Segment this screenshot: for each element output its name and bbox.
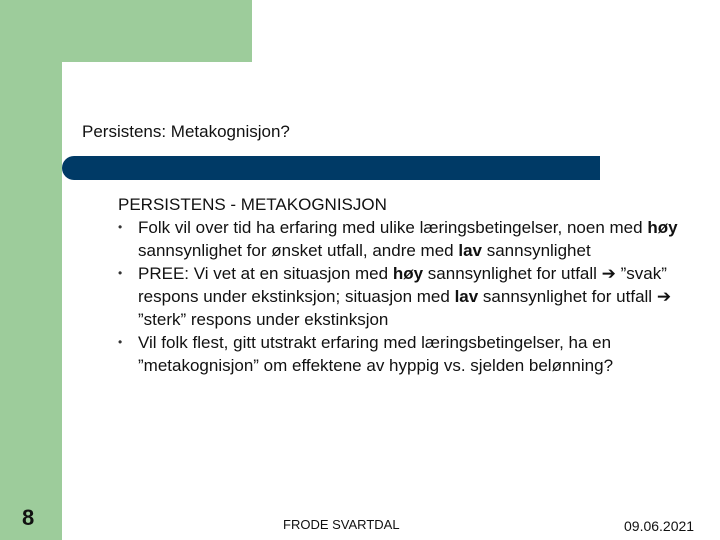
bullet-marker: •: [118, 220, 123, 234]
text-run: sannsynlighet for utfall: [423, 264, 602, 283]
emphasis: høy: [392, 264, 424, 283]
footer-author: FRODE SVARTDAL: [283, 517, 400, 532]
bullet-marker: •: [118, 266, 123, 280]
title-divider-bar: [62, 156, 600, 180]
text-run: sannsynlighet: [481, 241, 591, 260]
text-run: ”sterk” respons under ekstinksjon: [138, 310, 389, 329]
text-run: Vil folk flest, gitt utstrakt erfaring med læringsbetingelser, ha en ”metakognisjon” om effektene av hyppig vs. sjelden belønning?: [138, 333, 614, 375]
arrow-icon: ➔: [601, 264, 616, 283]
arrow-icon: ➔: [656, 287, 672, 306]
slide-content: [118, 193, 710, 377]
bullet-list: [118, 216, 710, 377]
text-run: PREE: Vi vet at en situasjon med: [138, 264, 393, 283]
slide-number: 8: [22, 505, 35, 530]
list-item: [118, 262, 710, 331]
text-run: sannsynlighet for utfall: [478, 287, 657, 306]
emphasis: lav: [454, 287, 479, 306]
list-item: [118, 216, 710, 262]
emphasis: høy: [647, 218, 678, 237]
emphasis: lav: [458, 241, 482, 260]
slide-title: Persistens: Metakognisjon?: [82, 122, 290, 141]
content-heading: PERSISTENS - METAKOGNISJON: [118, 195, 387, 214]
footer-date: 09.06.2021: [624, 518, 695, 534]
text-run: sannsynlighet for ønsket utfall, andre med: [138, 241, 459, 260]
text-run: Folk vil over tid ha erfaring med ulike læringsbetingelser, noen med: [138, 218, 648, 237]
decorative-green-band-left: [0, 0, 62, 540]
list-item: [118, 331, 710, 377]
bullet-marker: •: [118, 335, 123, 349]
text-run: ”svak” respons under ekstinksjon; situasjon med: [138, 264, 667, 306]
